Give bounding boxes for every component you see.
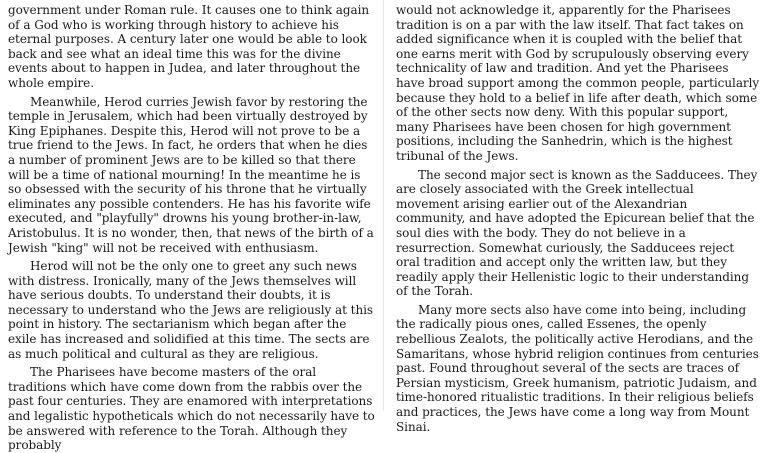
paragraph: Many more sects also have come into being, including the radically pious ones, called Essenes, the openly rebellious Zealots, the politically active Herodians, and the Samaritans, whose hybrid religion continues from centuries past. Found throughout several of the sects are traces of Persian mysticism, Greek humanism, patriotic Judaism, and time-honored ritualistic traditions. In their religious beliefs and practices, the Jews have come a long way from Mount Sinai. (396, 302, 759, 434)
paragraph: Meanwhile, Herod curries Jewish favor by restoring the temple in Jerusalem, which had been virtually destroyed by King Epiphanes. Despite this, Herod will not prove to be a true friend to the Jews. In fact, he orders that when he dies a number of prominent Jews are to be killed so that there will be a time of national mourning! In the meantime he is so obsessed with the security of his throne that he virtually eliminates any possible contenders. He has his favorite wife executed, and "playfully" drowns his young brother-in-law, Aristobulus. It is no wonder, then, that news of the birth of a Jewish "king" will not be received with enthusiasm. (8, 94, 374, 255)
right-page (384, 0, 768, 434)
paragraph: The Pharisees have become masters of the oral traditions which have come down from the rabbis over the past four centuries. They are enamored with interpretations and legalistic hypotheticals which do not necessarily have to be answered with reference to the Torah. Although they probably (8, 365, 375, 453)
paragraph: The second major sect is known as the Sadducees. They are closely associated with the Greek intellectual movement arising earlier out of the Alexandrian community, and have adopted the Epicurean belief that the soul dies with the body. They do not believe in a resurrection. Somewhat curiously, the Sadducees reject oral tradition and accept only the written law, but they readily apply their Hellenistic logic to their understanding of the Torah. (396, 167, 758, 299)
paragraph: would not acknowledge it, apparently for the Pharisees tradition is on a par with the law itself. That fact takes on added significance when it is coupled with the belief that one earns merit with God by scrupulously observing every technicality of law and tradition. And yet the Pharisees have broad support among the common people, particularly because they hold to a belief in life after death, which some of the other sects now deny. With this popular support, many Pharisees have been chosen for high government positions, including the Sanhedrin, which is the highest tribunal of the Jews. (396, 3, 760, 163)
paragraph: government under Roman rule. It causes one to think again of a God who is working through history to achieve his eternal purposes. A century later one would be able to look back and see what an ideal time this was for the divine events about to happen in Judea, and later throughout the whole empire. (8, 3, 370, 90)
paragraph: Herod will not be the only one to greet any such news with distress. Ironically, many of the Jews themselves will have serious doubts. To understand their doubts, it is necessary to understand who the Jews are religiously at this point in history. The sectarianism which began after the exile has increased and solidified at this time. The sects are as much political and cultural as they are religious. (8, 259, 374, 361)
